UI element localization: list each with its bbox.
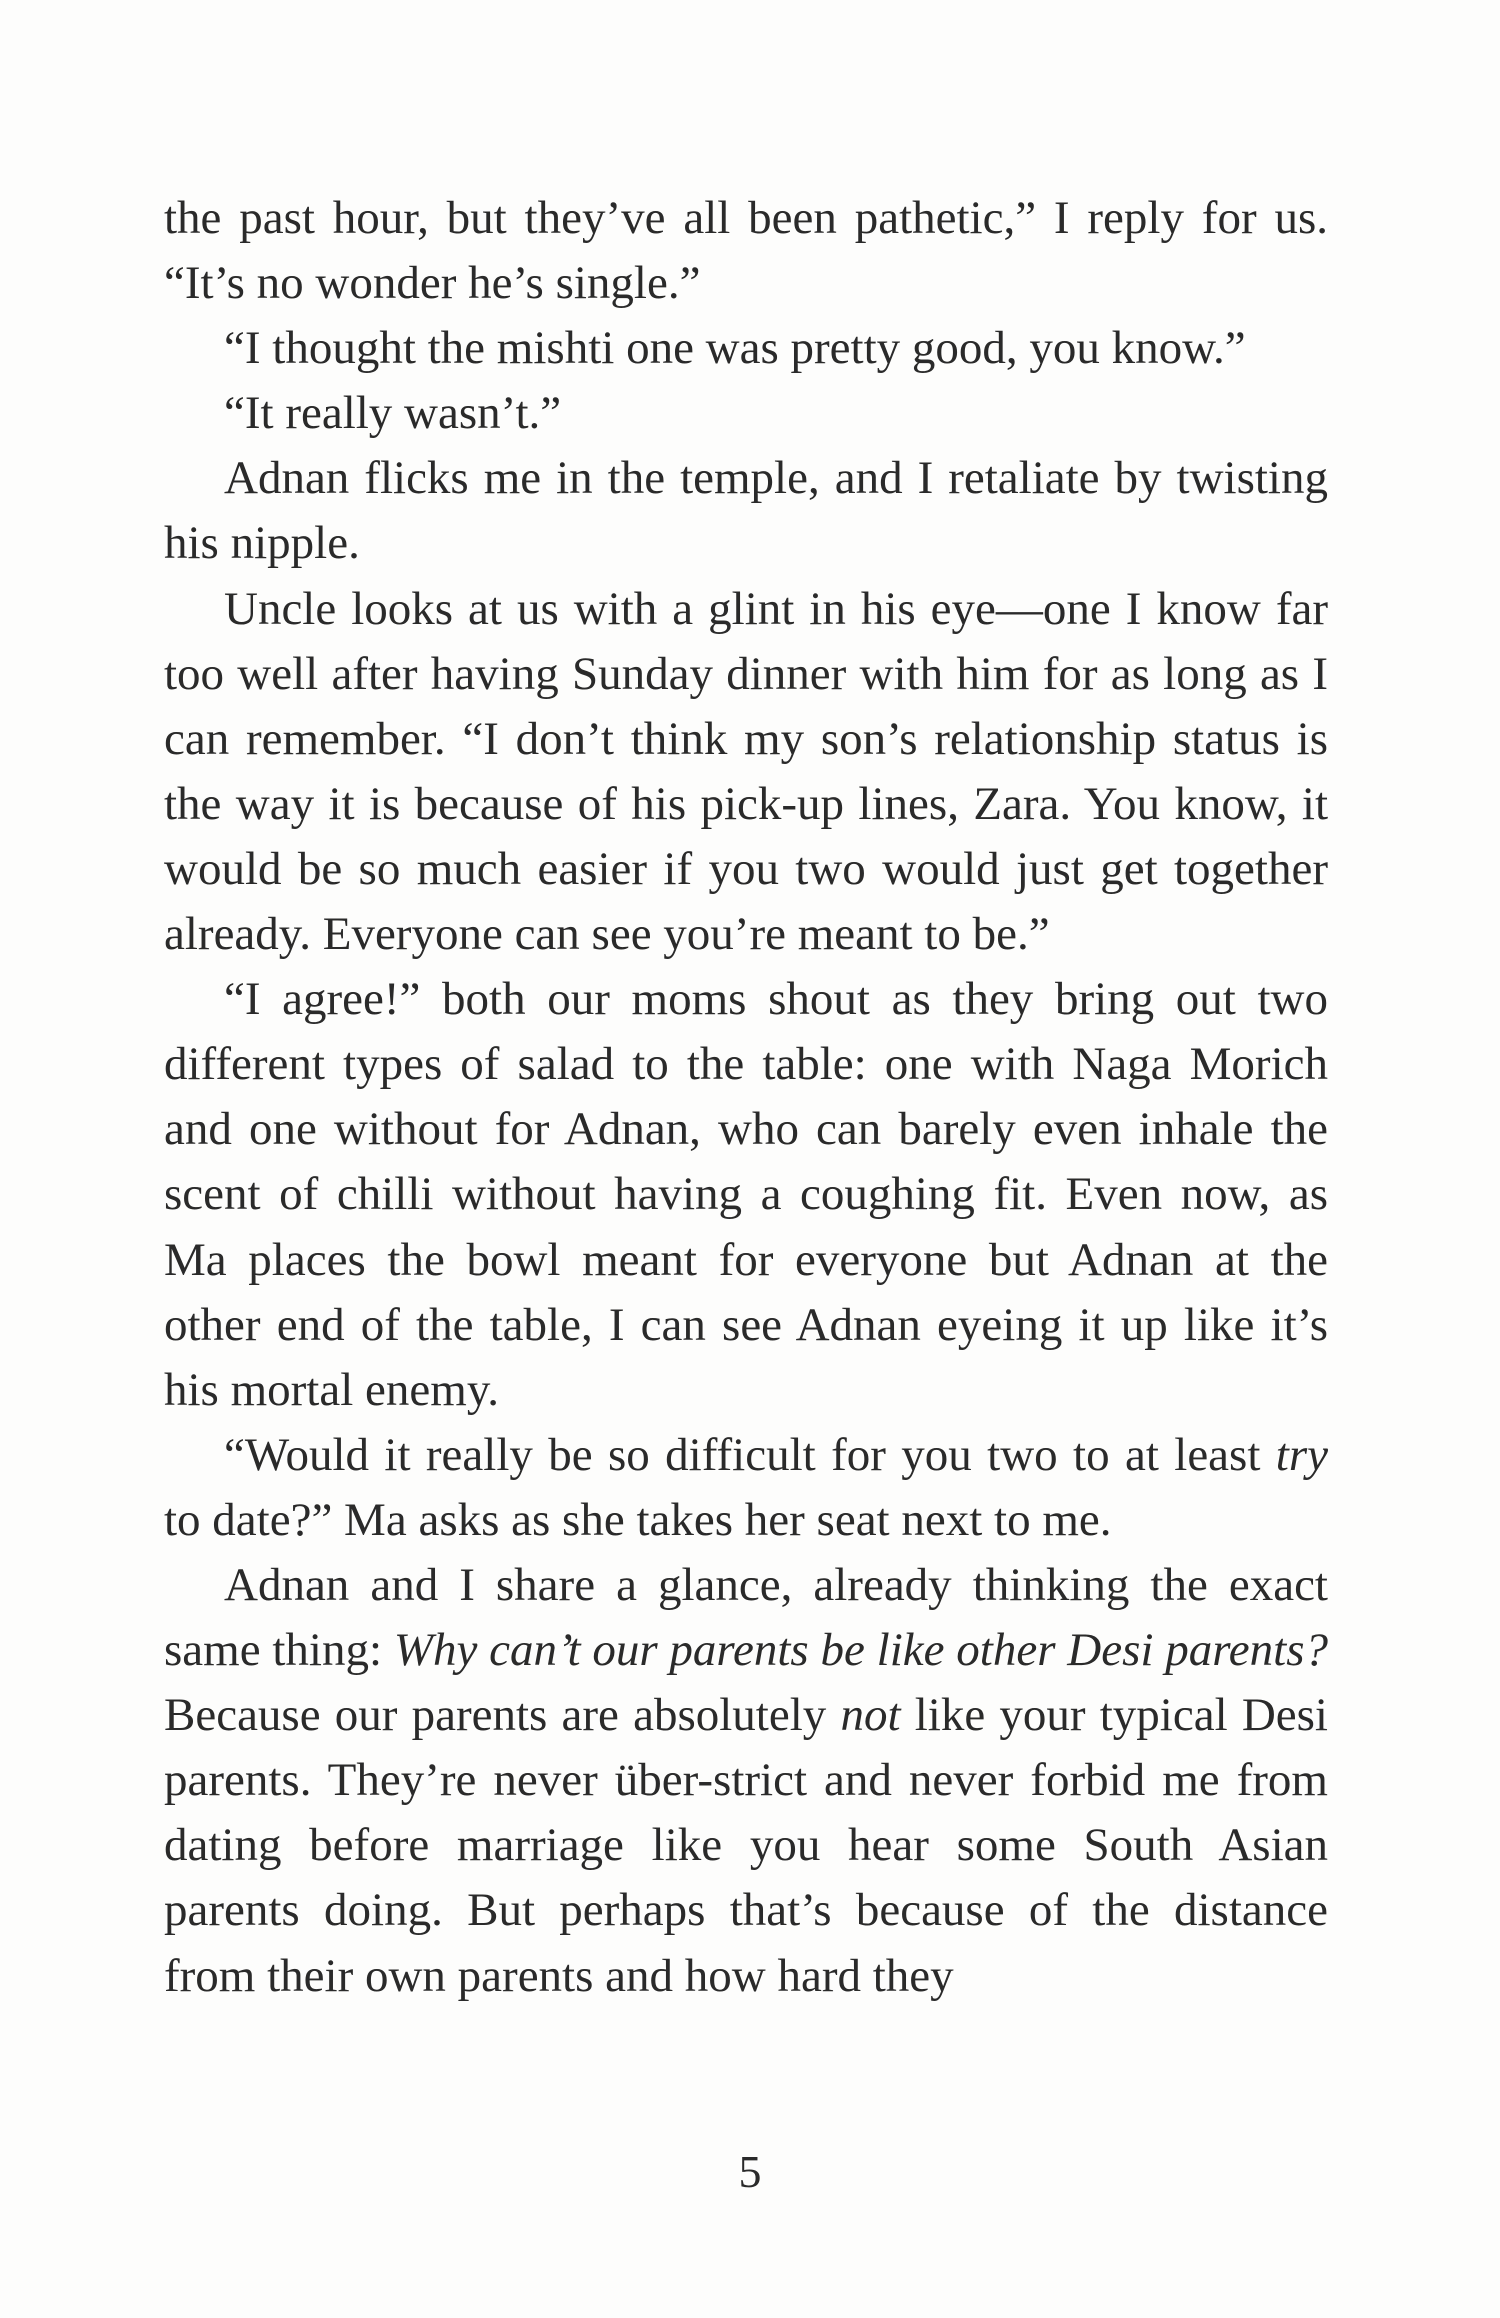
paragraph (164, 316, 1328, 381)
text-run: to date?” Ma asks as she takes her seat next to me. (164, 1493, 1112, 1546)
body-text (164, 186, 1328, 2009)
italic-text: not (840, 1689, 901, 1742)
text-run: “It really wasn’t.” (224, 387, 562, 440)
paragraph (164, 381, 1328, 446)
paragraph (164, 967, 1328, 1423)
paragraph (164, 1423, 1328, 1553)
page-number: 5 (738, 2146, 762, 2197)
paragraph (164, 577, 1328, 968)
text-run: like your typical Desi parents. They’re never über-strict and never forbid me from dating before marriage like you hear some South Asian parents doing. But perhaps that’s because of the distance from their own parents and how hard they (164, 1689, 1328, 2002)
text-run: the past hour, but they’ve all been pathetic,” I reply for us. “It’s no wonder he’s single.” (164, 192, 1328, 310)
text-run: Uncle looks at us with a glint in his eye—one I know far too well after having Sunday dinner with him for as long as I can remember. “I don’t think my son’s relationship status is the way it is because of his pick-up lines, Zara. You know, it would be so much easier if you two would just get together already. Everyone can see you’re meant to be.” (164, 582, 1328, 961)
italic-text: Why can’t our parents be like other Desi parents? (393, 1624, 1328, 1677)
paragraph (164, 186, 1328, 316)
text-run: Adnan and I share a glance, already thinking the exact same thing: (164, 1558, 1328, 1677)
text-run: “Would it really be so difficult for you two to at least (224, 1428, 1276, 1481)
text-run: Because our parents are absolutely (164, 1689, 841, 1742)
italic-text: try (1275, 1428, 1328, 1481)
paragraph (164, 446, 1328, 576)
text-run: “I agree!” both our moms shout as they bring out two different types of salad to the table: one with Naga Morich and one without for Adnan, who can barely even inhale the scent of chilli without having a coughing fit. Even now, as Ma places the bowl meant for everyone but Adnan at the other end of the table, I can see Adnan eyeing it up like it’s his mortal enemy. (164, 973, 1328, 1416)
text-run: “I thought the mishti one was pretty good, you know.” (224, 322, 1246, 375)
text-run: Adnan flicks me in the temple, and I retaliate by twisting his nipple. (164, 452, 1328, 570)
paragraph (164, 1553, 1328, 2009)
